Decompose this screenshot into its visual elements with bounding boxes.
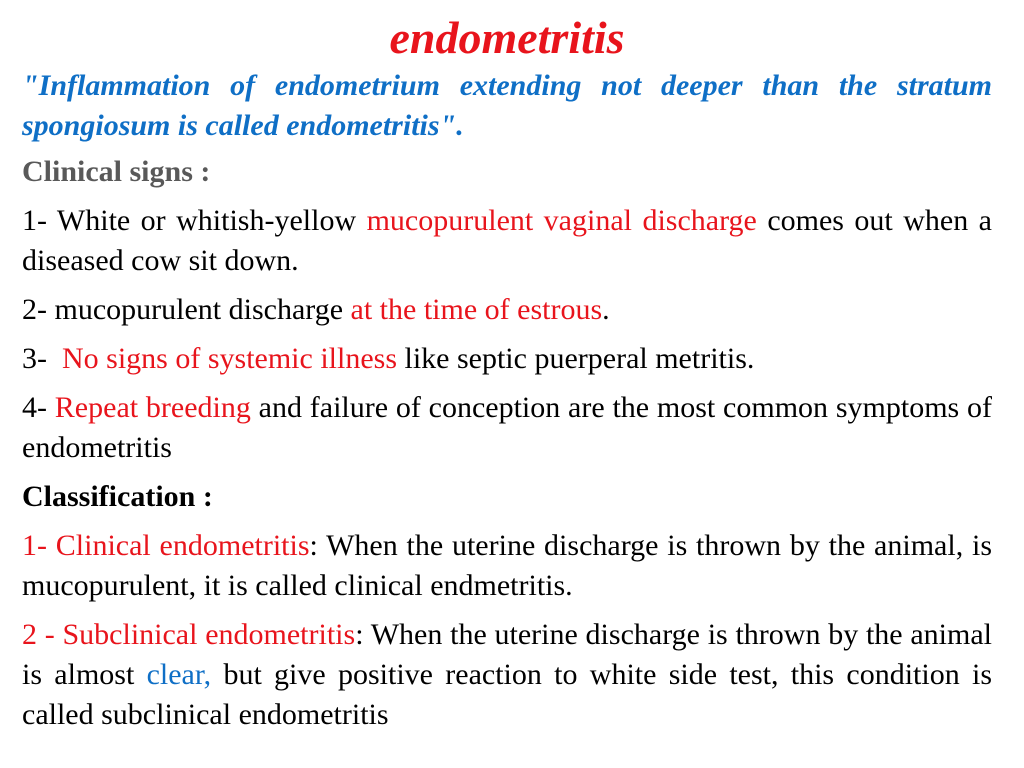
sign-suffix: . <box>602 293 610 326</box>
definition-text: "Inflammation of endometrium extending not deeper than the stratum spongiosum is called endometritis". <box>22 69 992 142</box>
sign-suffix: and failure of conception are the most common symptoms of endometritis <box>22 391 992 464</box>
slide-title: endometritis <box>389 12 625 63</box>
slide-content <box>22 10 992 744</box>
clinical-sign-2 <box>22 290 992 330</box>
sign-highlight: Repeat breeding <box>54 391 251 424</box>
clinical-sign-4 <box>22 388 992 468</box>
sign-highlight: No signs of systemic illness <box>62 342 397 375</box>
sign-highlight: mucopurulent vaginal discharge <box>366 204 757 237</box>
sign-prefix: 4- <box>22 391 55 424</box>
clinical-signs-heading: Clinical signs : <box>22 155 211 188</box>
sign-highlight: at the time of estrous <box>350 293 603 326</box>
sign-prefix: 3- <box>22 342 62 375</box>
classification-term: 1- Clinical endometritis <box>22 529 310 562</box>
sign-prefix: 1- White or whitish-yellow <box>22 204 367 237</box>
sign-suffix: like septic puerperal metritis. <box>397 342 755 375</box>
classification-term: 2 - Subclinical endometritis <box>22 618 356 651</box>
classification-highlight: clear, <box>146 658 212 691</box>
classification-text-after: but give positive reaction to white side test, this condition is called subclinical endometritis <box>22 658 992 731</box>
classification-text-before: : When the uterine discharge is thrown by the animal is almost <box>22 618 992 691</box>
classification-clinical <box>22 526 992 606</box>
sign-suffix: comes out when a diseased cow sit down. <box>22 204 992 277</box>
classification-subclinical <box>22 615 992 735</box>
classification-heading: Classification : <box>22 480 213 513</box>
sign-prefix: 2- mucopurulent discharge <box>22 293 351 326</box>
classification-text: : When the uterine discharge is thrown by the animal, is mucopurulent, it is called clinical endmetritis. <box>22 529 992 602</box>
clinical-sign-3 <box>22 339 992 379</box>
clinical-sign-1 <box>22 201 992 281</box>
